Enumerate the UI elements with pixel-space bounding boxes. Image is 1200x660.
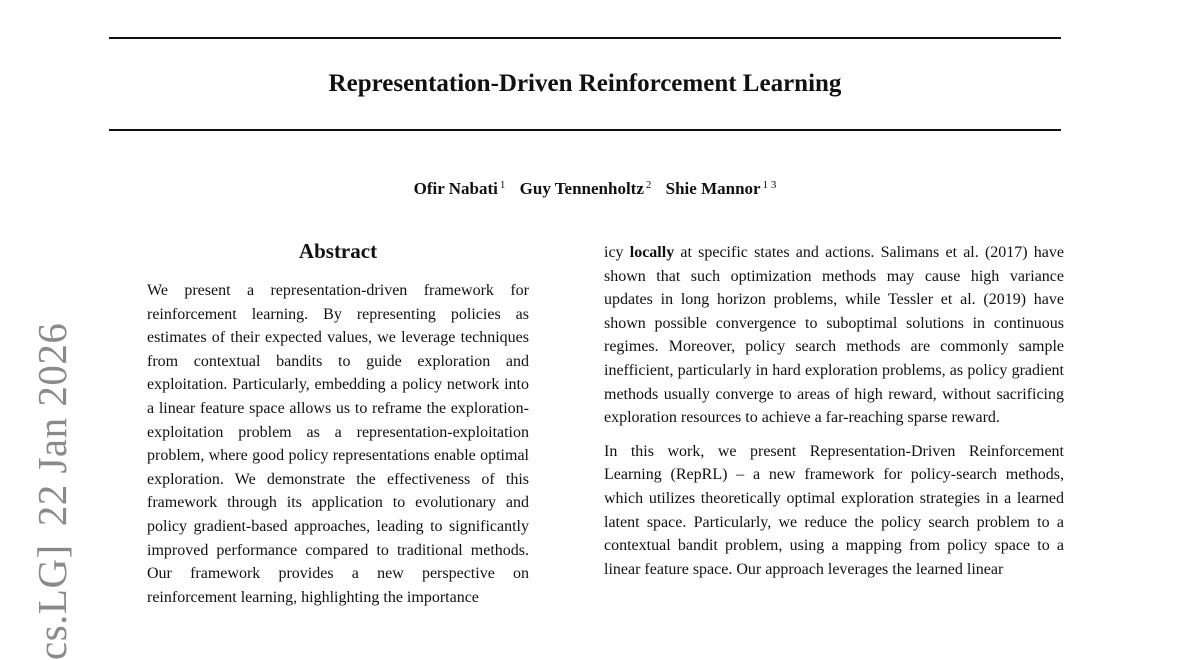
arxiv-date: 22 Jan 2026: [29, 322, 75, 527]
intro-column: [604, 241, 1064, 581]
paper-title: Representation-Driven Reinforcement Learning: [328, 70, 842, 97]
abstract-text: We present a representation-driven framework for reinforcement learning. By representing policies as estimates of their expected values, we leverage techniques from contextual bandits to guide exploration and exploitation. Particularly, embedding a policy network into a linear feature space allows us to reframe the exploration-exploitation problem as a representation-exploitation problem, where good policy representations enable optimal exploration. We demonstrate the effectiveness of this framework through its application to evolutionary and policy gradient-based approaches, leading to significantly improved performance compared to traditional methods. Our framework provides a new perspective on reinforcement learning, highlighting the importance: [147, 282, 529, 606]
author-2-affil: 2: [645, 179, 652, 191]
arxiv-category: cs.LG]: [29, 544, 75, 660]
title-bottom-rule: [109, 129, 1061, 131]
intro-paragraph-2: In this work, we present Representation-Driven Reinforcement Learning (RepRL) – a new framework for policy-search methods, which utilizes theoretically optimal exploration strategies in a learned latent space. Particularly, we reduce the policy search problem to a contextual bandit problem, using a mapping from policy space to a linear feature space. Our approach leverages the learned linear: [604, 442, 1064, 578]
abstract-heading: Abstract: [298, 239, 378, 263]
author-2-name: Guy Tennenholtz: [519, 179, 644, 198]
author-1-name: Ofir Nabati: [413, 179, 498, 198]
arxiv-stamp: [30, 323, 74, 660]
intro-p1-rest: at specific states and actions. Salimans et al. (2017) have shown that such optimization methods may cause high variance updates in long horizon problems, while Tessler et al. (2019) have shown possible convergence to suboptimal solutions in continuous regimes. Moreover, policy search methods are commonly sample inefficient, particularly in hard exploration problems, as policy gradient methods usually converge to areas of high reward, without sacrificing exploration resources to achieve a far-reaching sparse reward.: [604, 244, 1065, 427]
author-2: [520, 179, 652, 198]
author-1-affil: 1: [499, 179, 506, 191]
intro-p1-start: icy: [604, 244, 630, 261]
intro-p1-bold: locally: [629, 244, 675, 261]
intro-paragraph-1: [604, 241, 1064, 430]
author-1: [414, 179, 506, 198]
author-3-affil: 1 3: [762, 179, 777, 191]
author-list: [109, 174, 1081, 200]
author-3-name: Shie Mannor: [665, 179, 761, 198]
author-3: [666, 179, 777, 198]
title-top-rule: [109, 37, 1061, 39]
